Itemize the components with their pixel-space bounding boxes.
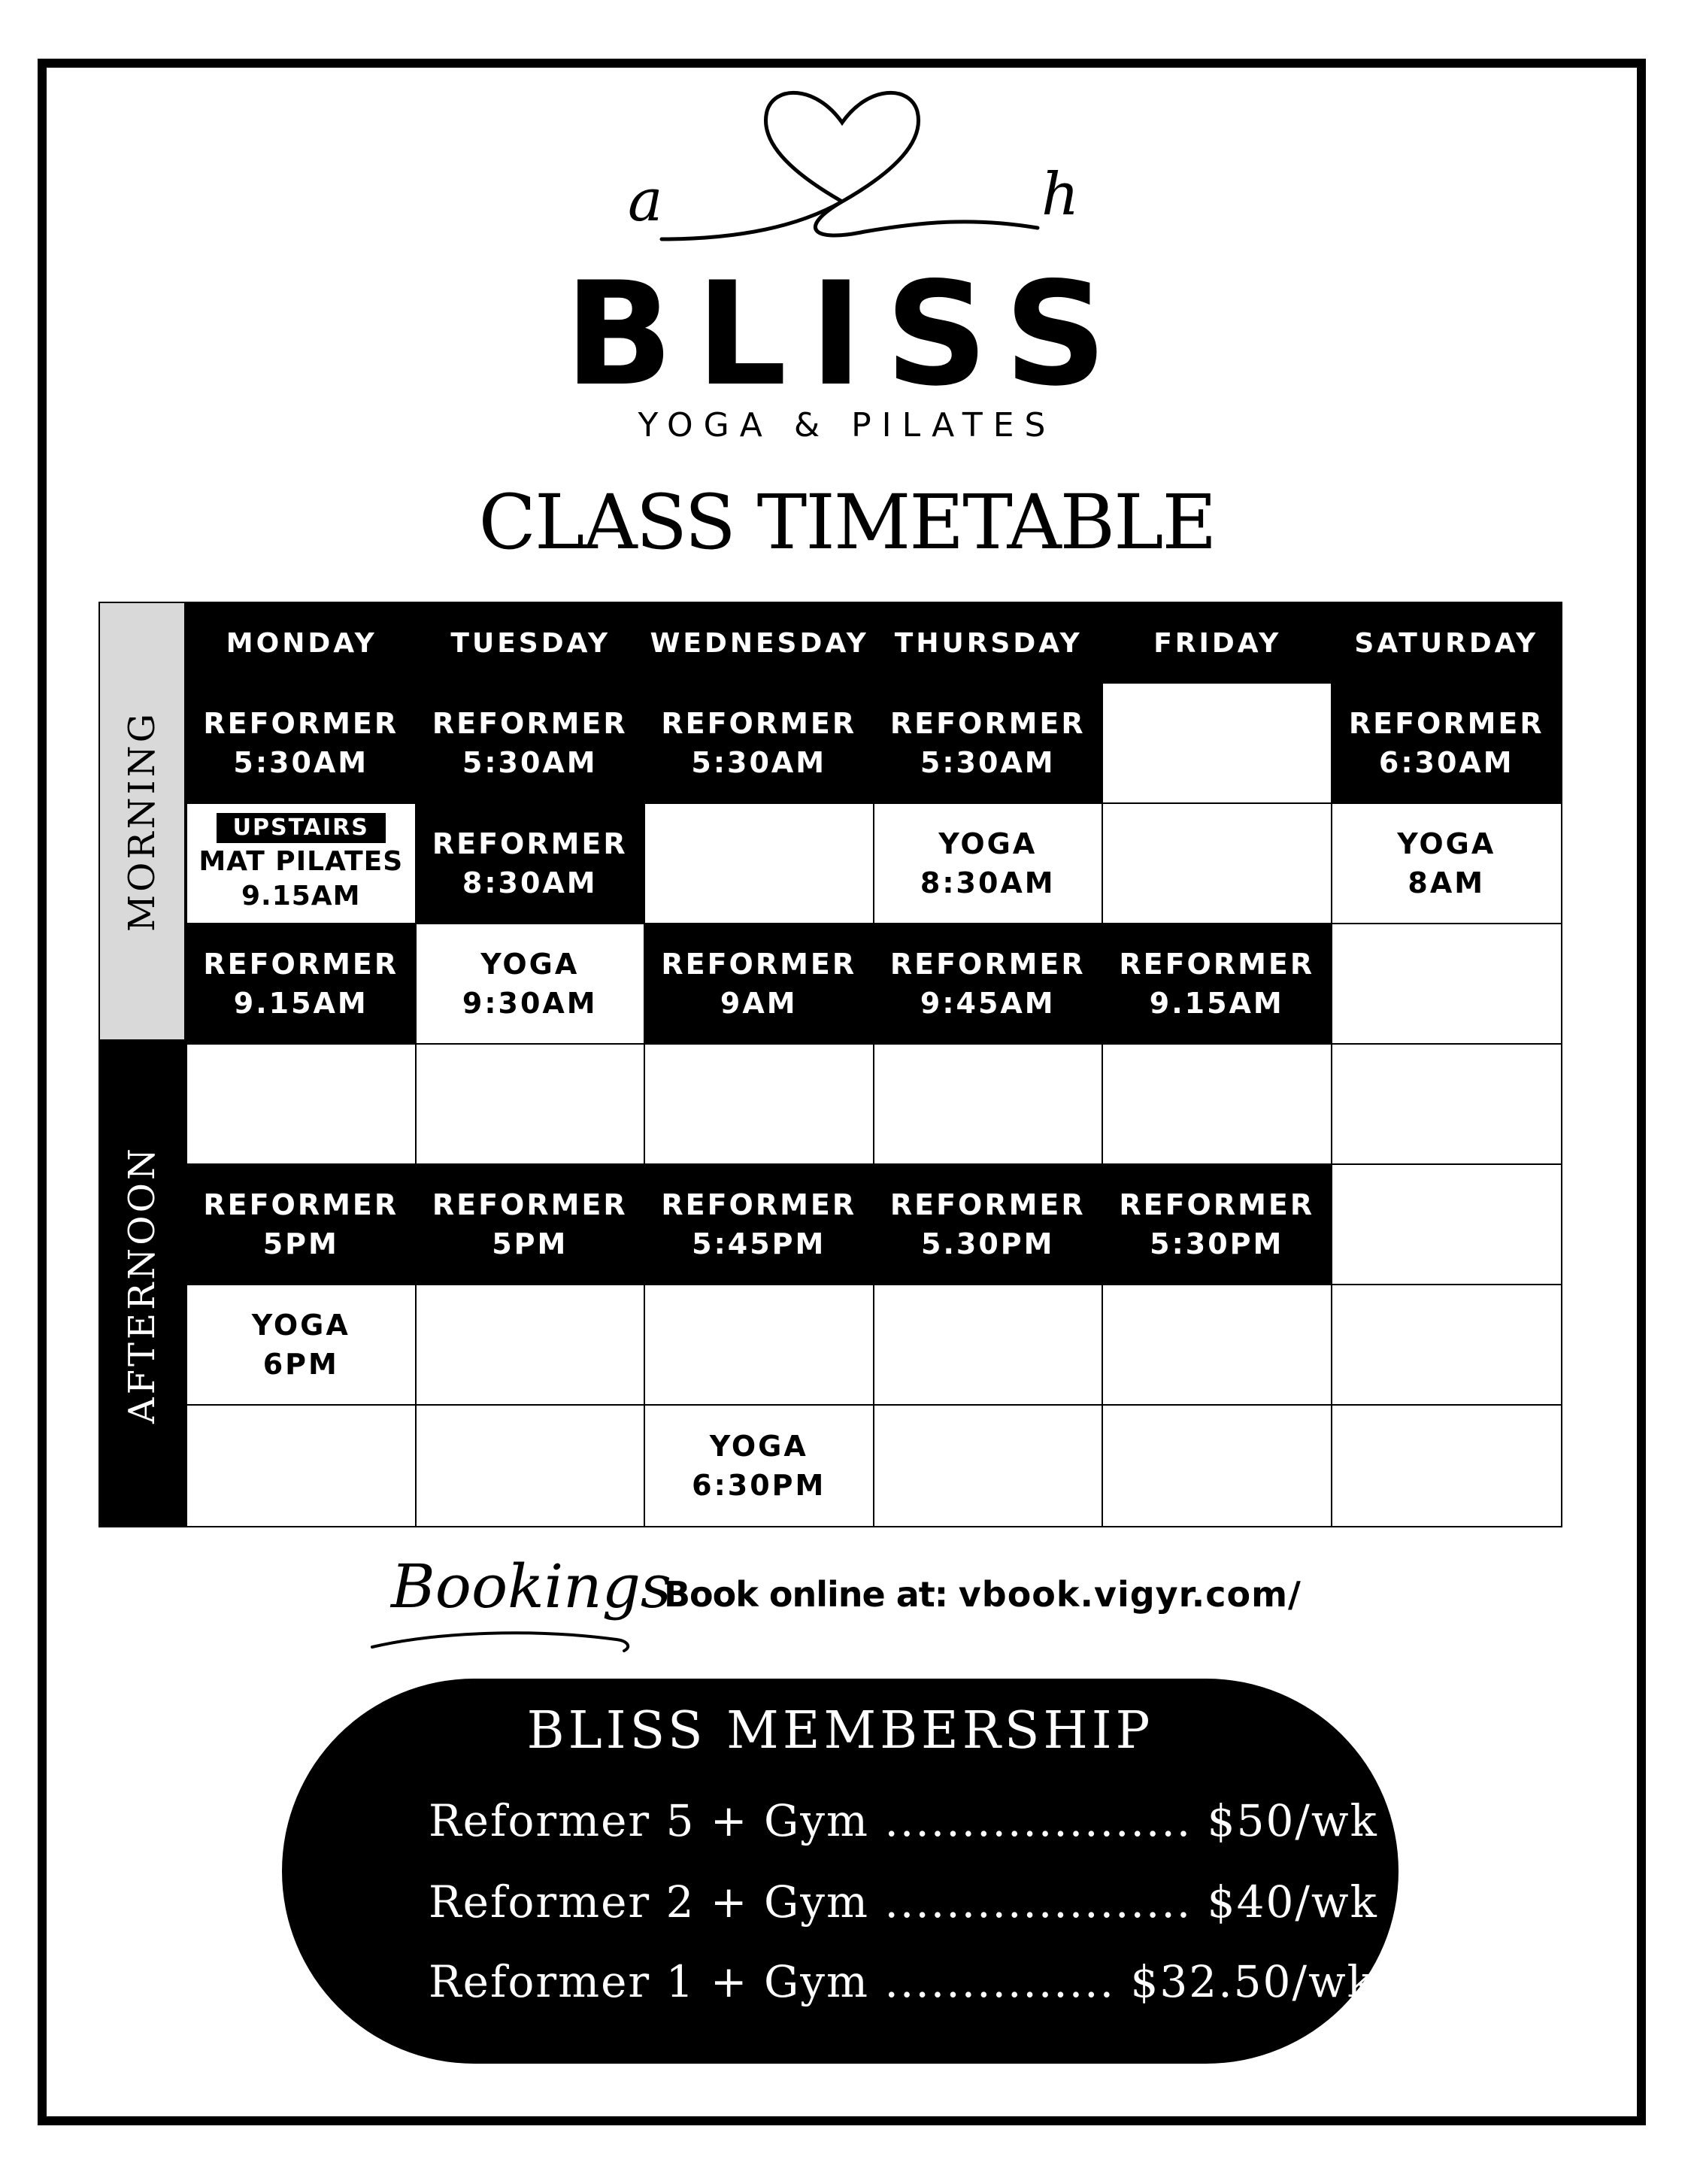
- membership-item: [429, 1795, 1378, 1846]
- timetable-cell: [1103, 924, 1332, 1045]
- class-name: REFORMER: [432, 827, 628, 860]
- location-badge: UPSTAIRS: [217, 813, 386, 843]
- class-time: 5PM: [492, 1227, 568, 1260]
- period-afternoon: [98, 1041, 186, 1527]
- brand-name: BLISS: [564, 251, 1130, 417]
- period-afternoon-label: AFTERNOON: [121, 1145, 163, 1424]
- class-name: REFORMER: [889, 948, 1086, 981]
- brand-tagline: YOGA & PILATES: [638, 406, 1056, 444]
- timetable-cell: [1103, 1406, 1332, 1526]
- day-header: SATURDAY: [1332, 603, 1562, 684]
- timetable-grid: [186, 602, 1562, 1527]
- class-name: YOGA: [938, 827, 1038, 860]
- swash-underline-icon: [368, 1617, 639, 1655]
- membership-item-name: Reformer 2 + Gym: [429, 1876, 870, 1928]
- class-name: REFORMER: [661, 1188, 857, 1221]
- class-time: 9:45AM: [920, 987, 1056, 1020]
- timetable-cell: [417, 1045, 646, 1165]
- class-time: 9.15AM: [241, 881, 361, 912]
- class-name: REFORMER: [889, 707, 1086, 740]
- timetable-cell: [874, 1165, 1104, 1285]
- timetable-cell: [1103, 684, 1332, 804]
- timetable-cell: [645, 1045, 874, 1165]
- period-morning: [98, 602, 186, 1041]
- class-name: REFORMER: [661, 948, 857, 981]
- timetable-cell: [417, 684, 646, 804]
- membership-item-dots: ....................: [884, 1795, 1192, 1846]
- timetable-cell: [645, 1406, 874, 1526]
- timetable-cell: [1332, 1285, 1562, 1406]
- class-time: 5:30AM: [462, 746, 598, 779]
- timetable-cell: [874, 1406, 1104, 1526]
- membership-item-dots: ...............: [884, 1956, 1116, 2007]
- timetable-cell: [874, 924, 1104, 1045]
- class-name: REFORMER: [432, 1188, 628, 1221]
- timetable-cell: [417, 924, 646, 1045]
- timetable-cell: [1332, 1165, 1562, 1285]
- timetable-cell: [1332, 1406, 1562, 1526]
- timetable-cell: [187, 1045, 417, 1165]
- timetable-cell: [187, 924, 417, 1045]
- class-time: 9.15AM: [233, 987, 368, 1020]
- page-title: CLASS TIMETABLE: [478, 478, 1216, 566]
- timetable-cell: [874, 684, 1104, 804]
- timetable-cell: [645, 684, 874, 804]
- class-name: REFORMER: [203, 707, 399, 740]
- timetable-cell: [1103, 1285, 1332, 1406]
- timetable-cell: [417, 1165, 646, 1285]
- logo-monogram-a: a: [628, 167, 663, 235]
- class-time: 8AM: [1408, 866, 1486, 899]
- class-time: 6:30PM: [692, 1469, 826, 1502]
- day-header: MONDAY: [187, 603, 417, 684]
- period-morning-label: MORNING: [121, 711, 164, 932]
- timetable-cell: [417, 1285, 646, 1406]
- class-name: YOGA: [251, 1309, 350, 1342]
- timetable-cell: [187, 1165, 417, 1285]
- timetable-cell: [1332, 1045, 1562, 1165]
- day-header: THURSDAY: [874, 603, 1104, 684]
- timetable-cell: [645, 804, 874, 924]
- timetable-cell: [874, 1285, 1104, 1406]
- day-header: WEDNESDAY: [645, 603, 874, 684]
- class-time: 6PM: [262, 1348, 339, 1381]
- class-name: REFORMER: [1119, 1188, 1315, 1221]
- bookings-line: [664, 1572, 1302, 1617]
- membership-item-dots: ....................: [884, 1876, 1192, 1928]
- timetable-cell: [187, 684, 417, 804]
- timetable-cell: [417, 804, 646, 924]
- timetable-cell: [645, 1285, 874, 1406]
- bookings-label: Book online at:: [664, 1574, 948, 1615]
- class-time: 5.30PM: [921, 1227, 1055, 1260]
- membership-title: BLISS MEMBERSHIP: [526, 1701, 1154, 1761]
- bookings-url-link[interactable]: vbook.vigyr.com/: [958, 1574, 1302, 1615]
- timetable-cell: [874, 804, 1104, 924]
- membership-item-price: $40/wk: [1207, 1876, 1378, 1928]
- class-time: 8:30AM: [920, 866, 1056, 899]
- membership-item: [429, 1876, 1378, 1928]
- class-time: 5:30AM: [920, 746, 1056, 779]
- class-name: REFORMER: [203, 948, 399, 981]
- timetable-cell: [187, 1406, 417, 1526]
- membership-item: [429, 1956, 1375, 2007]
- timetable-cell: [1103, 1045, 1332, 1165]
- class-name: REFORMER: [1348, 707, 1544, 740]
- class-time: 5:30AM: [691, 746, 827, 779]
- class-time: 6:30AM: [1378, 746, 1514, 779]
- day-header: TUESDAY: [417, 603, 646, 684]
- class-time: 9:30AM: [462, 987, 598, 1020]
- heart-logo-icon: [617, 89, 1083, 262]
- class-timetable: [98, 602, 1562, 1527]
- timetable-cell: [187, 804, 417, 924]
- timetable-cell: [1103, 804, 1332, 924]
- class-time: 8:30AM: [462, 866, 598, 899]
- logo-monogram-h: h: [1041, 161, 1080, 229]
- class-time: 5:45PM: [692, 1227, 826, 1260]
- class-name: REFORMER: [432, 707, 628, 740]
- membership-panel: [282, 1679, 1399, 2064]
- class-name: REFORMER: [661, 707, 857, 740]
- class-time: 5PM: [262, 1227, 339, 1260]
- timetable-cell: [417, 1406, 646, 1526]
- day-header: FRIDAY: [1103, 603, 1332, 684]
- membership-item-price: $32.50/wk: [1130, 1956, 1375, 2007]
- bookings-script-heading: Bookings: [391, 1552, 671, 1621]
- membership-item-price: $50/wk: [1207, 1795, 1378, 1846]
- timetable-cell: [1332, 924, 1562, 1045]
- class-time: 9AM: [720, 987, 798, 1020]
- class-name: REFORMER: [889, 1188, 1086, 1221]
- class-name: MAT PILATES: [198, 846, 404, 877]
- class-name: REFORMER: [1119, 948, 1315, 981]
- timetable-cell: [1332, 684, 1562, 804]
- class-name: YOGA: [1397, 827, 1496, 860]
- timetable-cell: [645, 924, 874, 1045]
- class-time: 9.15AM: [1149, 987, 1284, 1020]
- class-time: 5:30AM: [233, 746, 369, 779]
- class-name: YOGA: [709, 1430, 808, 1463]
- membership-item-name: Reformer 5 + Gym: [429, 1795, 870, 1846]
- class-time: 5:30PM: [1150, 1227, 1284, 1260]
- membership-item-name: Reformer 1 + Gym: [429, 1956, 870, 2007]
- timetable-cell: [187, 1285, 417, 1406]
- timetable-cell: [645, 1165, 874, 1285]
- class-name: REFORMER: [203, 1188, 399, 1221]
- timetable-cell: [1332, 804, 1562, 924]
- timetable-cell: [1103, 1165, 1332, 1285]
- timetable-cell: [874, 1045, 1104, 1165]
- class-name: YOGA: [480, 948, 580, 981]
